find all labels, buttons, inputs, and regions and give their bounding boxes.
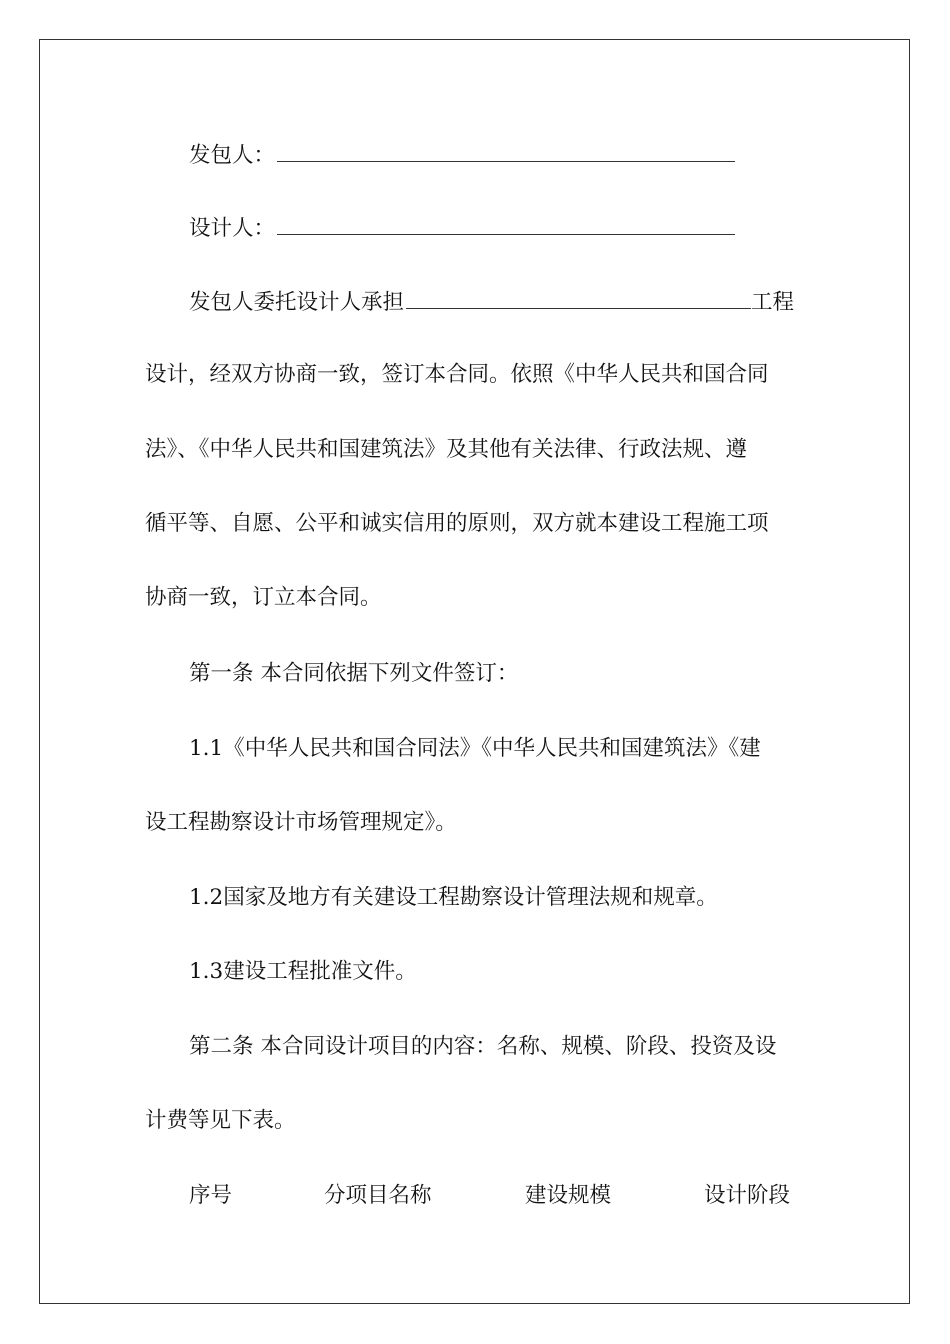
intro-line-1 (189, 286, 794, 318)
intro-line-4: 循平等、自愿、公平和诚实信用的原则，双方就本建设工程施工项 (145, 511, 769, 536)
employer-line (189, 139, 735, 171)
table-header-cell: 分项目名称 (324, 1183, 432, 1208)
employer-label: 发包人： (189, 143, 276, 168)
designer-line (189, 212, 735, 244)
employer-blank[interactable] (277, 139, 735, 162)
designer-label: 设计人： (189, 216, 276, 241)
intro-line-5: 协商一致，订立本合同。 (145, 585, 382, 610)
intro-line-2: 设计，经双方协商一致，签订本合同。依照《中华人民共和国合同 (145, 362, 769, 387)
article2-line1: 第二条 本合同设计项目的内容：名称、规模、阶段、投资及设 (189, 1034, 777, 1059)
table-header-cell: 序号 (189, 1183, 233, 1208)
table-header-cell: 建设规模 (525, 1183, 612, 1208)
intro-suffix: 工程 (751, 290, 795, 315)
project-blank[interactable] (406, 286, 751, 309)
article2-line2: 计费等见下表。 (145, 1108, 296, 1133)
article1-item1-line2: 设工程勘察设计市场管理规定》。 (145, 810, 457, 835)
article1-item3: 1.3建设工程批准文件。 (189, 959, 417, 984)
table-header-cell: 设计阶段 (704, 1183, 791, 1208)
intro-line-3: 法》、《中华人民共和国建筑法》及其他有关法律、行政法规、遵 (145, 437, 748, 462)
article1-item1-line1: 1.1《中华人民共和国合同法》《中华人民共和国建筑法》《建 (189, 736, 761, 761)
intro-prefix: 发包人委托设计人承担 (189, 290, 405, 315)
article1-item2: 1.2国家及地方有关建设工程勘察设计管理法规和规章。 (189, 885, 718, 910)
designer-blank[interactable] (277, 212, 735, 235)
article1-heading: 第一条 本合同依据下列文件签订： (189, 661, 519, 686)
